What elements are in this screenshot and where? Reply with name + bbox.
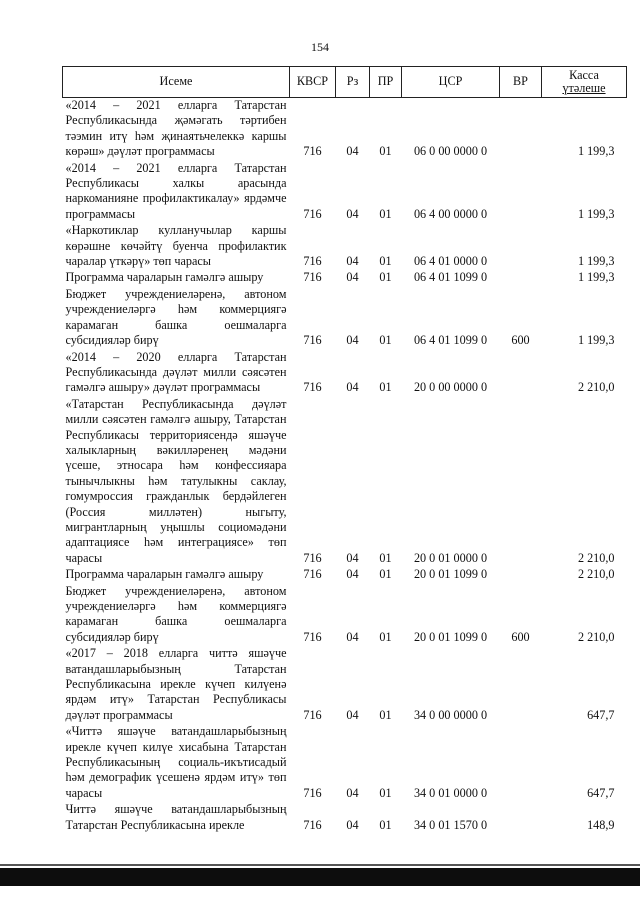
cell-rz: 04 [346,144,359,159]
budget-table-container [62,66,626,834]
cell-amount: 1 199,3 [577,270,615,285]
cell-kvsr: 716 [303,817,322,832]
cell-name: «2014 – 2021 елларга Татарстан Республикасы халкы арасында наркоманияне профилактикалау» ярдәмче программасы [65,160,287,221]
header-pr: ПР [370,67,402,98]
header-rz: Рз [336,67,370,98]
cell-amount: 148,9 [587,817,615,832]
header-kassa-line1: Касса [569,68,599,82]
cell-kvsr: 716 [303,567,322,582]
cell-pr: 01 [379,144,392,159]
header-name: Исеме [63,67,290,98]
cell-vr [500,98,542,161]
cell-rz: 04 [346,567,359,582]
cell-pr: 01 [379,817,392,832]
table-row [63,584,627,647]
cell-rz: 04 [346,707,359,722]
cell-csr: 06 0 00 0000 0 [413,144,488,159]
cell-kvsr: 716 [303,254,322,269]
header-kassa-line2: үтәлеше [562,81,606,95]
cell-amount: 1 199,3 [577,254,615,269]
cell-name: «2017 – 2018 елларга читтә яшәүче ватандашларыбызның Татарстан Республикасына ирекле күчеп килүенә ярдәм итү» Татарстан Республикасы дәүләт программасы [65,646,287,722]
cell-csr: 34 0 01 0000 0 [413,785,488,800]
cell-amount: 2 210,0 [577,380,615,395]
cell-name: «2014 – 2020 елларга Татарстан Республикасында дәүләт милли сәясәтен гамәлгә ашыру» дәүләт программасы [65,349,287,395]
table-row [63,724,627,802]
table-row [63,223,627,270]
cell-pr: 01 [379,270,392,285]
cell-pr: 01 [379,333,392,348]
cell-vr [500,724,542,802]
cell-kvsr: 716 [303,707,322,722]
cell-amount: 647,7 [587,785,615,800]
cell-name: Бюджет учреждениеләренә, автоном учреждениеләргә һәм коммерциягә карамаган башка оешмаларга субсидияләр бирү [65,583,287,644]
budget-table [62,66,627,834]
table-header-row [63,67,627,98]
header-vr: ВР [500,67,542,98]
cell-name: Читтә яшәүче ватандашларыбызның Татарстан Республикасына ирекле [65,802,287,832]
cell-kvsr: 716 [303,550,322,565]
cell-pr: 01 [379,785,392,800]
header-kassa [542,67,627,98]
table-row [63,98,627,161]
cell-name: «2014 – 2021 елларга Татарстан Республикасында җәмәгать тәртибен тәэмин итү һәм җинаятьчелеккә каршы көрәш» дәүләт программасы [65,98,287,159]
cell-name: Программа чараларын гамәлгә ашыру [65,567,264,582]
cell-kvsr: 716 [303,333,322,348]
table-row [63,161,627,224]
table-row [63,646,627,724]
cell-pr: 01 [379,550,392,565]
scan-bottom-edge [0,868,640,886]
cell-vr: 600 [511,629,530,644]
cell-vr [500,567,542,583]
table-row [63,270,627,286]
cell-amount: 1 199,3 [577,206,615,221]
cell-vr [500,350,542,397]
cell-kvsr: 716 [303,144,322,159]
cell-kvsr: 716 [303,380,322,395]
cell-amount: 2 210,0 [577,550,615,565]
cell-name: «Наркотиклар кулланучылар каршы көрәшне көчәйтү буенча профилактик чаралар үткәрү» төп чарасы [65,223,287,269]
cell-name: «Читтә яшәүче ватандашларыбызның ирекле күчеп килүе хисабына Татарстан Республикасының социаль-икътисадый һәм демографик үсешенә ярдәм итү» төп чарасы [65,724,287,800]
cell-rz: 04 [346,785,359,800]
cell-kvsr: 716 [303,206,322,221]
cell-pr: 01 [379,254,392,269]
cell-csr: 34 0 01 1570 0 [413,817,488,832]
cell-vr [500,223,542,270]
header-kvsr: КВСР [290,67,336,98]
cell-rz: 04 [346,333,359,348]
cell-csr: 06 4 01 1099 0 [413,333,488,348]
cell-amount: 2 210,0 [577,629,615,644]
cell-amount: 1 199,3 [577,333,615,348]
cell-kvsr: 716 [303,629,322,644]
page-number: 154 [311,40,329,54]
cell-name: Программа чараларын гамәлгә ашыру [65,270,264,285]
cell-pr: 01 [379,206,392,221]
cell-vr [500,270,542,286]
cell-kvsr: 716 [303,785,322,800]
cell-vr [500,802,542,834]
cell-csr: 20 0 01 0000 0 [413,550,488,565]
cell-csr: 06 4 01 0000 0 [413,254,488,269]
table-row [63,802,627,834]
cell-csr: 20 0 01 1099 0 [413,629,488,644]
cell-csr: 06 4 01 1099 0 [413,270,488,285]
cell-rz: 04 [346,817,359,832]
cell-csr: 20 0 00 0000 0 [413,380,488,395]
cell-vr: 600 [511,333,530,348]
table-row [63,287,627,350]
cell-csr: 20 0 01 1099 0 [413,567,488,582]
cell-rz: 04 [346,629,359,644]
table-body [63,98,627,835]
cell-csr: 06 4 00 0000 0 [413,206,488,221]
cell-vr [500,161,542,224]
header-csr: ЦСР [402,67,500,98]
cell-vr [500,646,542,724]
table-row [63,567,627,583]
table-row [63,397,627,567]
cell-name: Бюджет учреждениеләренә, автоном учреждениеләргә һәм коммерциягә карамаган башка оешмаларга субсидияләр бирү [65,286,287,348]
cell-name: «Татарстан Республикасында дәүләт милли сәясәтен гамәлгә ашыру, Татарстан Республикасы территориясендә яшәүче халыкларның вәкилләренең мәдәни үсеше, этносара һәм конфессияара тынычлыкны һәм татулыкны саклау, гомумроссия гражданлык бердәйлеген (Россия милләтен) ныгыту, мигрантларның уңышлы социомәдәни адаптациясе һәм интеграциясе» төп чарасы [65,396,287,565]
cell-rz: 04 [346,206,359,221]
cell-pr: 01 [379,707,392,722]
cell-rz: 04 [346,550,359,565]
cell-pr: 01 [379,629,392,644]
cell-amount: 2 210,0 [577,567,615,582]
cell-pr: 01 [379,380,392,395]
table-row [63,350,627,397]
cell-kvsr: 716 [303,270,322,285]
cell-amount: 647,7 [587,707,615,722]
cell-rz: 04 [346,254,359,269]
cell-csr: 34 0 00 0000 0 [413,707,488,722]
cell-amount: 1 199,3 [577,144,615,159]
cell-rz: 04 [346,380,359,395]
cell-rz: 04 [346,270,359,285]
cell-pr: 01 [379,567,392,582]
cell-vr [500,397,542,567]
